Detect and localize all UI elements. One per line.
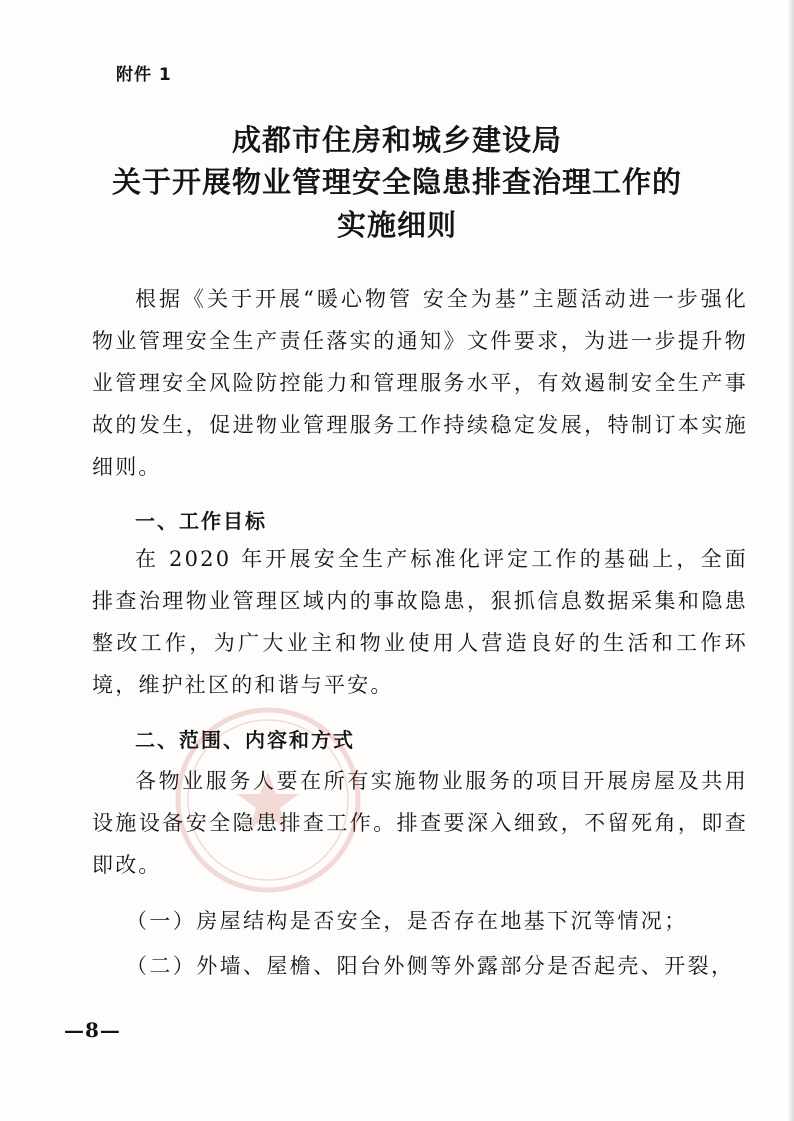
attachment-label: 附件 1 <box>116 65 172 85</box>
title-line-1: 成都市住房和城乡建设局 <box>231 123 562 157</box>
list-item: （一）房屋结构是否安全，是否存在地基下沉等情况； <box>126 909 688 933</box>
intro-paragraph: 根据《关于开展“暖心物管 安全为基”主题活动进一步强化物业管理安全生产责任落实的通知》文件要求，为进一步提升物业管理安全风险防控能力和管理服务水平，有效遏制安全生产事故的发生，促进物业管理服务工作持续稳定发展，特制订本实施细则。 <box>92 287 748 479</box>
page-edge-shadow <box>788 0 794 1121</box>
section-heading-scope: 二、范围、内容和方式 <box>135 728 355 752</box>
section-body-scope: 各物业服务人要在所有实施物业服务的项目开展房屋及共用设施设备安全隐患排查工作。排查要深入细致，不留死角，即查即改。 <box>92 769 748 877</box>
list-item: （二）外墙、屋檐、阳台外侧等外露部分是否起壳、开裂， <box>126 954 735 978</box>
official-seal-icon <box>168 700 368 900</box>
title-line-2: 关于开展物业管理安全隐患排查治理工作的 <box>111 165 682 199</box>
page-number: —8— <box>64 1018 121 1042</box>
section-heading-goal: 一、工作目标 <box>135 509 267 533</box>
section-body-goal: 在 2020 年开展安全生产标准化评定工作的基础上，全面排查治理物业管理区域内的事故隐患，狠抓信息数据采集和隐患整改工作，为广大业主和物业使用人营造良好的生活和工作环境，维护社区的和谐与平安。 <box>92 547 748 697</box>
title-line-3: 实施细则 <box>336 208 457 242</box>
